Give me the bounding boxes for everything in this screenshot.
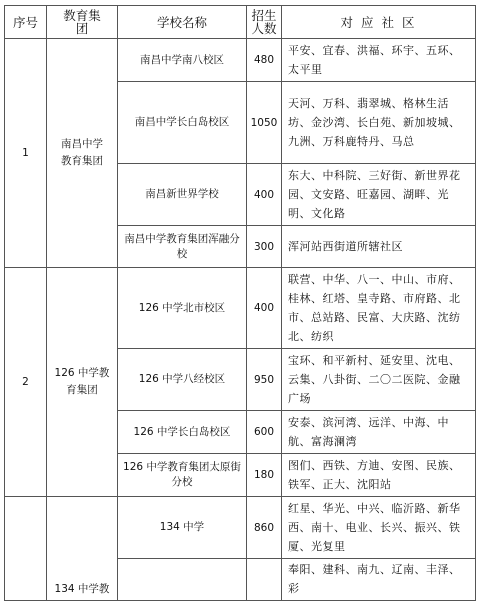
community-list: 奉阳、建科、南九、辽南、丰泽、彩 [282,559,476,601]
school-name: 126 中学八经校区 [118,349,247,411]
school-name: 126 中学教育集团太原街分校 [118,454,247,497]
school-name [118,559,247,601]
enrollment-table [4,5,476,601]
header-community: 对 应 社 区 [282,6,476,39]
school-name: 南昌中学南八校区 [118,39,247,82]
community-list: 天河、万科、翡翠城、格林生活坊、金沙湾、长白苑、新加坡城、九洲、万科鹿特丹、马总 [282,82,476,164]
school-name: 126 中学北市校区 [118,268,247,349]
community-list: 浑河站西街道所辖社区 [282,226,476,268]
enroll-count: 400 [247,164,282,226]
table-row [5,268,476,349]
group-index: 1 [5,39,47,268]
community-list: 图们、西铁、方迪、安图、民族、铁军、正大、沈阳站 [282,454,476,497]
header-row [5,6,476,39]
enroll-count: 300 [247,226,282,268]
enroll-count: 860 [247,497,282,559]
community-list: 东大、中科院、三好街、新世界花园、文安路、旺嘉园、湖畔、光明、文化路 [282,164,476,226]
community-list: 宝环、和平新村、延安里、沈电、云集、八卦街、二〇二医院、金融广场 [282,349,476,411]
enroll-count: 480 [247,39,282,82]
group-name: 南昌中学教育集团 [47,39,118,268]
community-list: 平安、宜春、洪福、环宇、五环、太平里 [282,39,476,82]
school-name: 南昌新世界学校 [118,164,247,226]
enroll-count: 180 [247,454,282,497]
community-list: 红星、华光、中兴、临沂路、新华西、南十、电业、长兴、振兴、铁厦、光复里 [282,497,476,559]
group-index: 2 [5,268,47,497]
header-index: 序号 [5,6,47,39]
header-enroll: 招生人数 [247,6,282,39]
table-row [5,39,476,82]
community-list: 安泰、滨河湾、远洋、中海、中航、富海澜湾 [282,411,476,454]
school-name: 126 中学长白岛校区 [118,411,247,454]
school-name: 134 中学 [118,497,247,559]
group-name: 126 中学教育集团 [47,268,118,497]
school-name: 南昌中学教育集团浑融分校 [118,226,247,268]
enroll-count: 400 [247,268,282,349]
header-group: 教育集团 [47,6,118,39]
group-index [5,497,47,601]
enroll-count: 1050 [247,82,282,164]
enroll-count [247,559,282,601]
group-name: 134 中学教 [47,497,118,601]
enroll-count: 600 [247,411,282,454]
table-row [5,497,476,559]
enroll-count: 950 [247,349,282,411]
school-name: 南昌中学长白岛校区 [118,82,247,164]
header-school: 学校名称 [118,6,247,39]
community-list: 联营、中华、八一、中山、市府、桂林、红塔、皇寺路、市府路、北市、总站路、民富、大庆路、沈纺北、纺织 [282,268,476,349]
